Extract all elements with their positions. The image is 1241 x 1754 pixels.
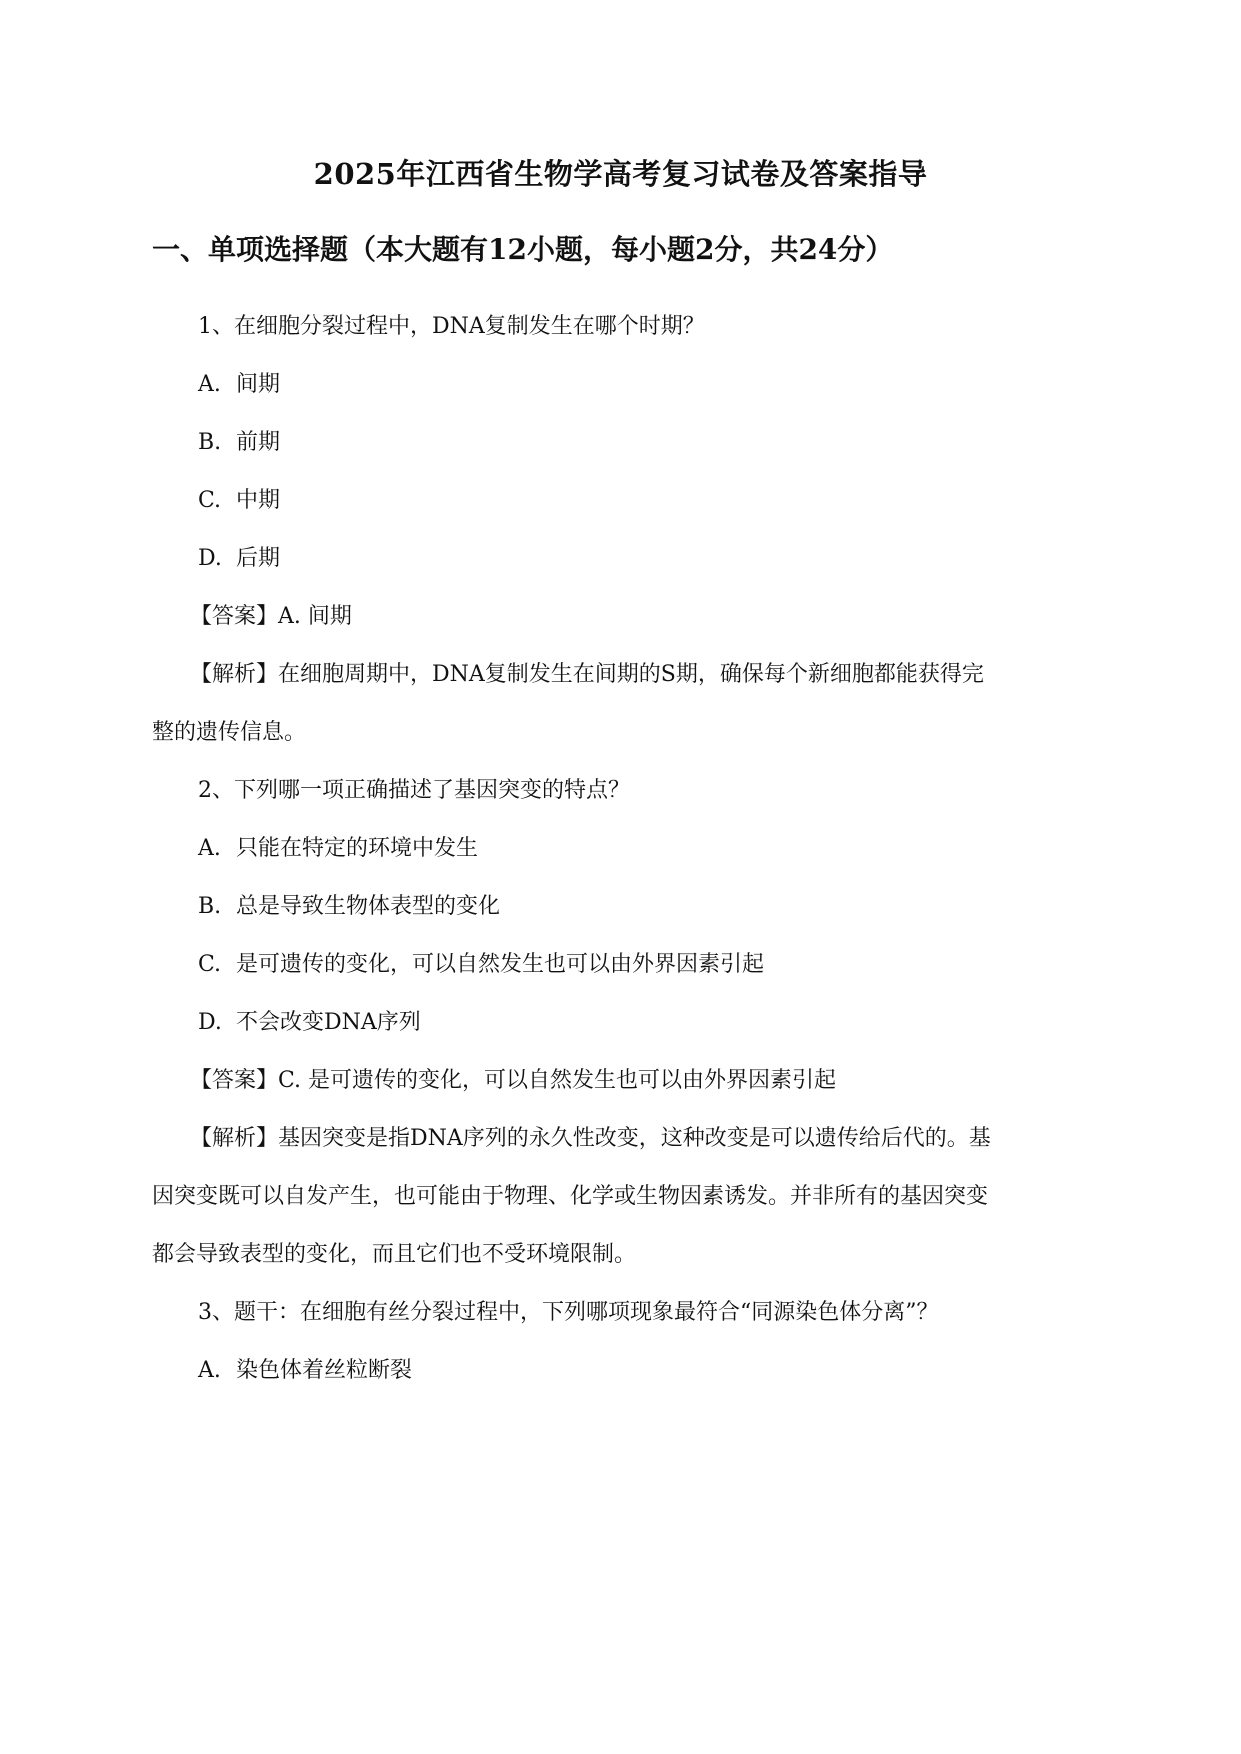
option-text: 总是导致生物体表型的变化 [236,894,501,919]
question-2-answer: 【答案】C. 是可遗传的变化，可以自然发生也可以由外界因素引起 [190,1068,837,1093]
option-letter: D. [198,1010,222,1035]
question-2-analysis-line-1: 【解析】基因突变是指DNA序列的永久性改变，这种改变是可以遗传给后代的。基 [190,1126,991,1151]
question-2-analysis-line-3: 都会导致表型的变化，而且它们也不受环境限制。 [152,1242,637,1267]
question-1-option-b [198,427,1138,459]
question-3-stem: 3、题干：在细胞有丝分裂过程中，下列哪项现象最符合“同源染色体分离”？ [198,1300,939,1325]
question-2-option-b [198,891,1138,923]
question-3-option-a [198,1355,1138,1387]
option-letter: A. [198,836,221,861]
section-heading: 一、单项选择题（本大题有12小题，每小题2分，共24分） [152,233,894,266]
question-1-analysis-line-2: 整的遗传信息。 [152,720,307,745]
question-2-stem: 2、下列哪一项正确描述了基因突变的特点？ [198,778,630,803]
question-1-option-a [198,369,1138,401]
option-text: 中期 [236,488,281,513]
question-2-analysis-line-2: 因突变既可以自发产生，也可能由于物理、化学或生物因素诱发。并非所有的基因突变 [152,1184,989,1209]
option-text: 是可遗传的变化，可以自然发生也可以由外界因素引起 [236,952,765,977]
question-1-answer: 【答案】A. 间期 [190,604,352,629]
option-text: 染色体着丝粒断裂 [236,1358,413,1383]
option-text: 不会改变DNA序列 [236,1010,421,1035]
question-2-option-d [198,1007,1138,1039]
option-letter: B. [198,894,222,919]
question-1-option-c [198,485,1138,517]
option-letter: C. [198,488,222,513]
question-2-option-a [198,833,1138,865]
option-letter: C. [198,952,222,977]
question-1-analysis-line-1: 【解析】在细胞周期中，DNA复制发生在间期的S期，确保每个新细胞都能获得完 [190,662,984,687]
option-letter: D. [198,546,222,571]
option-text: 前期 [236,430,281,455]
option-text: 后期 [236,546,281,571]
option-letter: B. [198,430,222,455]
option-text: 间期 [236,372,281,397]
document-title: 2025年江西省生物学高考复习试卷及答案指导 [313,157,928,191]
question-2-option-c [198,949,1138,981]
question-1-stem: 1、在细胞分裂过程中，DNA复制发生在哪个时期？ [198,314,705,339]
option-letter: A. [198,1358,221,1383]
question-1-option-d [198,543,1138,575]
option-letter: A. [198,372,221,397]
option-text: 只能在特定的环境中发生 [236,836,479,861]
